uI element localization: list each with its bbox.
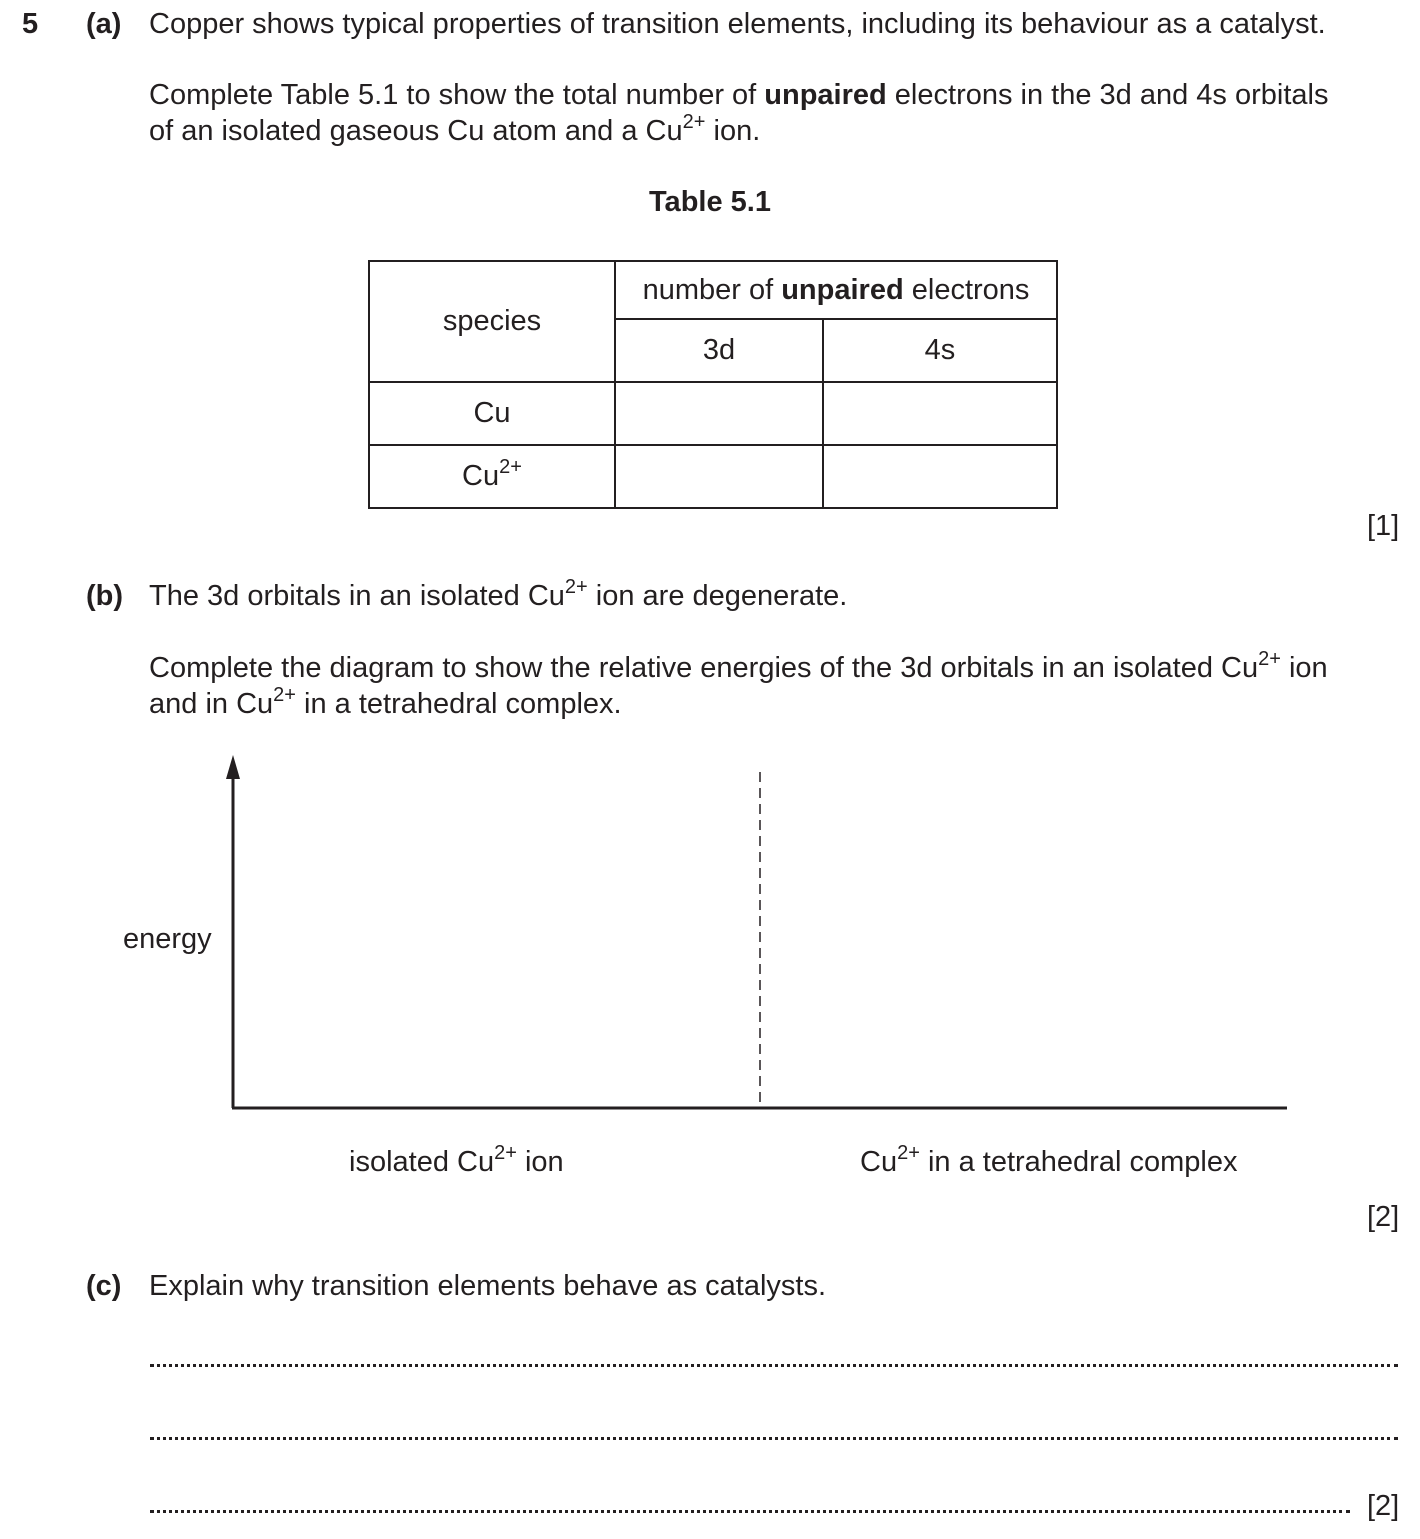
energy-axis-label: energy: [123, 923, 212, 955]
question-number: 5: [22, 8, 39, 40]
part-a-label: (a): [86, 8, 122, 40]
part-a-text: Copper shows typical properties of transition elements, including its behaviour as a catalyst.: [149, 8, 1326, 40]
energy-axis-arrowhead: [226, 755, 240, 779]
tetrahedral-complex-label: $Cu^{2+}$ in a tetrahedral complex: [860, 1142, 1238, 1178]
header-4s: 4s: [823, 319, 1057, 382]
part-a-instruction-line2: of an isolated gaseous Cu atom and a $Cu^{2+}$ ion.: [149, 111, 761, 147]
species-cell: Cu: [369, 382, 615, 445]
part-a-marks: [1]: [1367, 510, 1400, 542]
part-c-marks: [2]: [1367, 1490, 1400, 1522]
part-b-text: The 3d orbitals in an isolated $Cu^{2+}$ ion are degenerate.: [149, 576, 848, 612]
table-caption: Table 5.1: [649, 186, 771, 218]
part-b-instruction-line1: Complete the diagram to show the relative energies of the 3d orbitals in an isolated $Cu^{2+}$ ion: [149, 648, 1328, 684]
part-b-instruction-line2: and in $Cu^{2+}$ in a tetrahedral complex.: [149, 684, 622, 720]
isolated-ion-label: isolated $Cu^{2+}$ ion: [349, 1142, 564, 1178]
header-3d: 3d: [615, 319, 823, 382]
part-b-marks: [2]: [1367, 1201, 1400, 1233]
species-cell: $Cu^{2+}$: [369, 445, 615, 508]
part-c-label: (c): [86, 1270, 122, 1302]
part-c-text: Explain why transition elements behave as catalysts.: [149, 1270, 827, 1302]
answer-line[interactable]: [150, 1437, 1398, 1440]
part-a-instruction-line1: Complete Table 5.1 to show the total number of unpaired electrons in the 3d and 4s orbitals: [149, 79, 1329, 111]
header-unpaired-electrons: number of unpaired electrons: [615, 261, 1057, 319]
header-species: species: [369, 261, 615, 382]
part-b-label: (b): [86, 580, 124, 612]
answer-line[interactable]: [150, 1364, 1398, 1367]
answer-line[interactable]: [150, 1510, 1350, 1513]
